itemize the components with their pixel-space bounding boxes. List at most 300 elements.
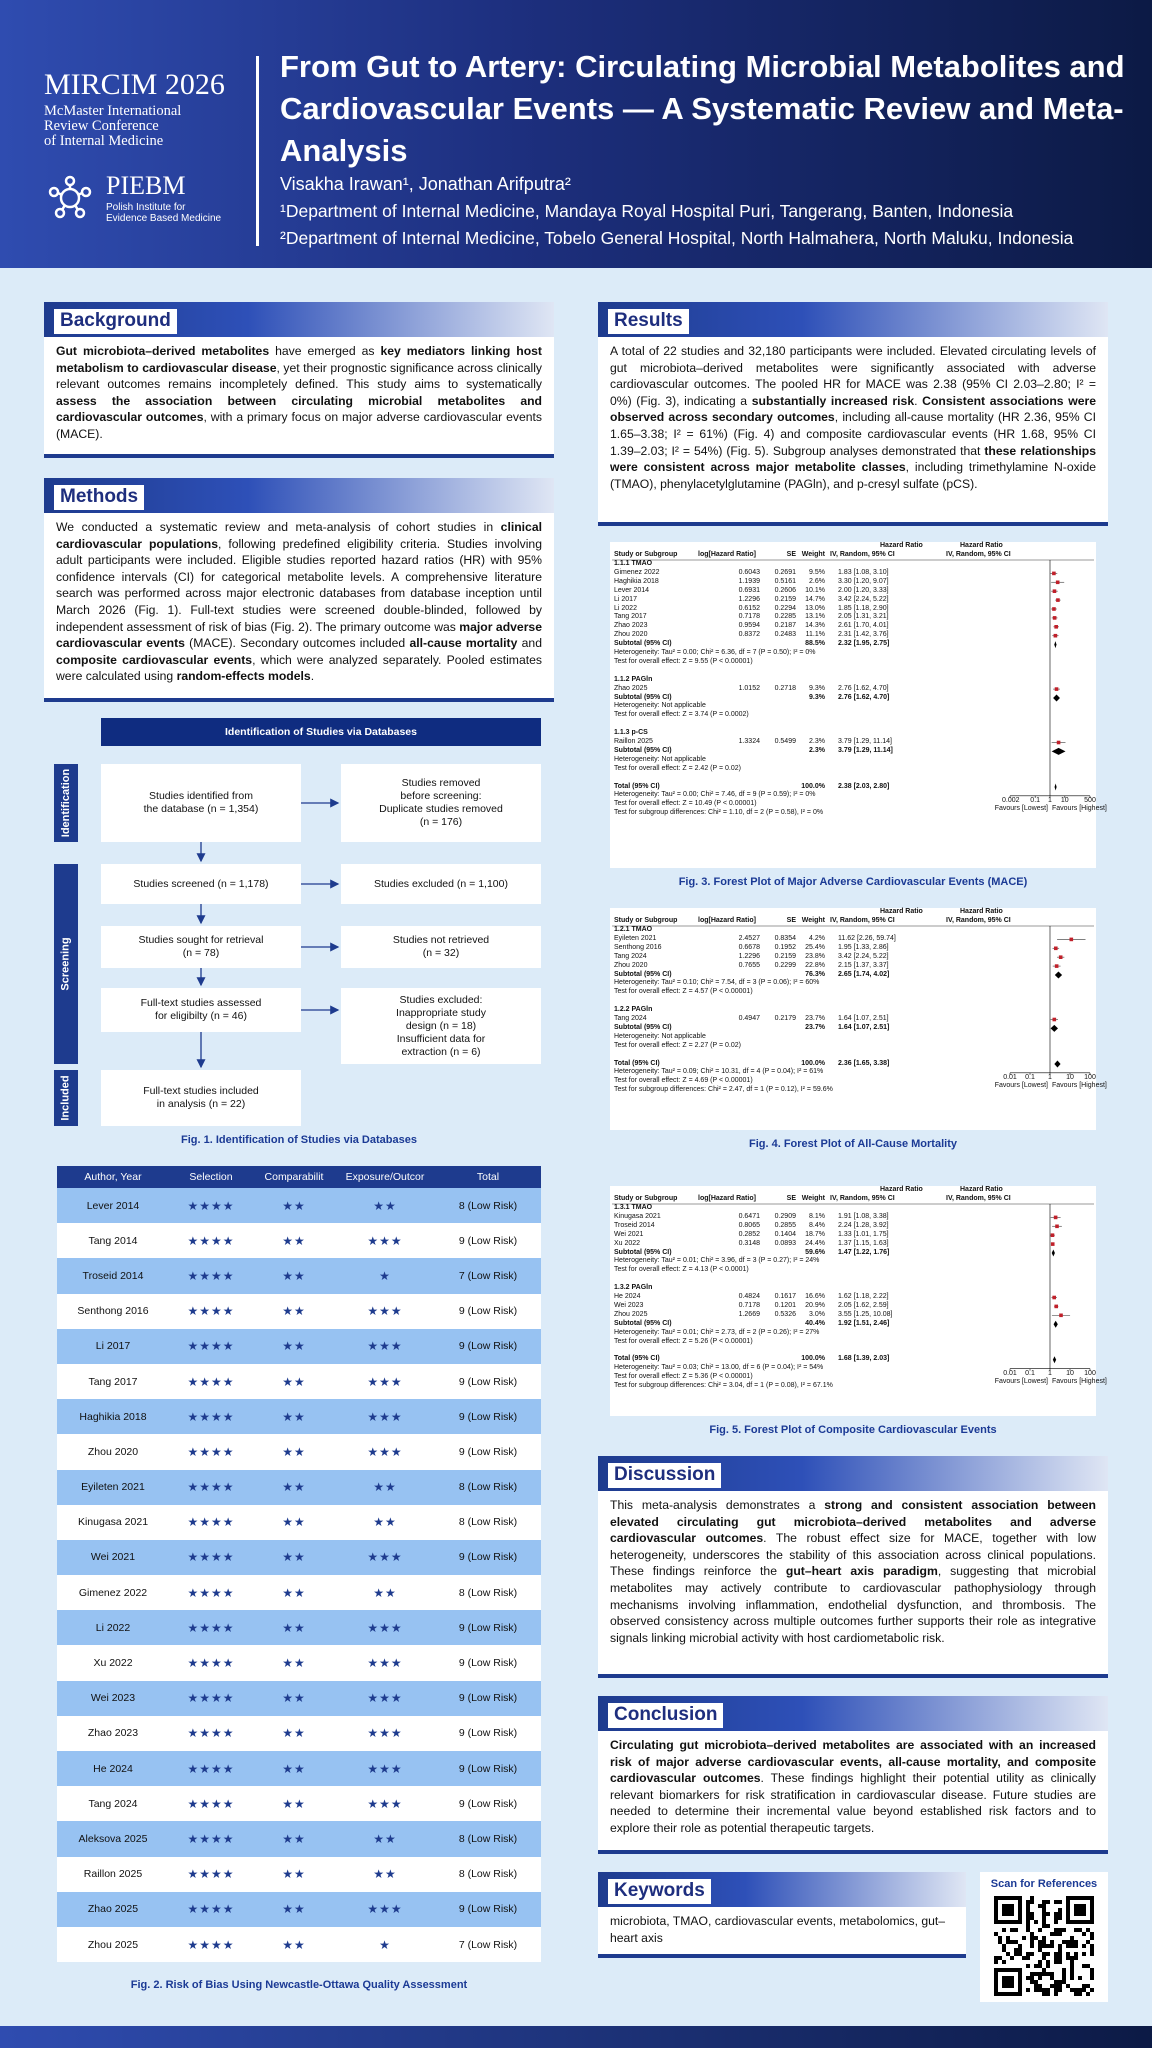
qr-panel (980, 1872, 1108, 2002)
row-weight: 100.0% (801, 1355, 825, 1363)
background-heading: Background (54, 309, 177, 334)
row-weight: 2.6% (809, 577, 825, 585)
cell-total: 9 (Low Risk) (458, 1234, 518, 1247)
row-label-study: Kinugasa 2021 (614, 1212, 661, 1220)
col-exposure-outcome: Exposure/Outcor (345, 1171, 425, 1183)
row-label-study: Tang 2024 (614, 1015, 647, 1022)
row-ci: 2.15 [1.37, 3.37] (838, 961, 889, 969)
cell-selection: ★★★★ (187, 1867, 235, 1882)
conference-subtitle-3: of Internal Medicine (44, 133, 164, 149)
point-estimate (1054, 947, 1058, 951)
cell-total: 9 (Low Risk) (458, 1657, 518, 1670)
row-weight: 59.6% (805, 1248, 825, 1256)
x-tick-label: 100 (1084, 1369, 1096, 1377)
header-iv-random-plot: IV, Random, 95% CI (946, 1195, 1011, 1202)
fig4-caption: Fig. 4. Forest Plot of All-Cause Mortality (748, 1138, 957, 1150)
row-label-note: Test for overall effect: Z = 9.55 (P < 0.00001) (614, 657, 753, 665)
cell-exposure-outcome: ★★★ (367, 1550, 403, 1565)
row-log-hr: 0.6678 (738, 943, 760, 951)
table-row (57, 1857, 541, 1892)
row-log-hr: 1.0152 (738, 684, 760, 692)
row-label-study: Zhao 2023 (614, 622, 648, 630)
row-label-note: Test for overall effect: Z = 10.49 (P < 0.00001) (614, 800, 757, 808)
point-estimate (1054, 1216, 1058, 1220)
cell-comparability: ★★ (282, 1726, 306, 1741)
mircim-logo (44, 70, 225, 149)
cell-comparability: ★★ (282, 1550, 306, 1565)
row-ci: 3.42 [2.24, 5.22] (838, 952, 889, 960)
row-label-study: Wei 2021 (614, 1230, 644, 1238)
x-tick-label: 0.01 (1003, 1369, 1017, 1377)
cell-total: 9 (Low Risk) (458, 1375, 518, 1388)
cell-comparability: ★★ (282, 1902, 306, 1917)
row-log-hr: 0.2852 (738, 1230, 760, 1238)
header-log-hr: log[Hazard Ratio] (698, 551, 756, 558)
row-log-hr: 0.4947 (738, 1015, 760, 1022)
cell-selection: ★★★★ (187, 1902, 235, 1917)
row-label-subtotal: Subtotal (95% CI) (614, 693, 672, 701)
row-ci: 2.61 [1.70, 4.01] (838, 622, 889, 630)
row-weight: 24.4% (805, 1239, 825, 1247)
point-estimate (1052, 1018, 1056, 1022)
cell-author-year: Zhou 2025 (87, 1938, 139, 1951)
conference-name: MIRCIM 2026 (44, 68, 225, 101)
row-se: 0.2718 (774, 684, 796, 692)
authors: Visakha Irawan¹, Jonathan Arifputra² (280, 174, 571, 194)
row-label-study: Tang 2024 (614, 952, 647, 960)
table-row (57, 1258, 541, 1293)
table-row (57, 1505, 541, 1540)
point-estimate (1057, 741, 1061, 745)
header-log-hr: log[Hazard Ratio] (698, 917, 756, 924)
row-label-note: Test for overall effect: Z = 5.36 (P < 0.00001) (614, 1373, 753, 1381)
row-ci: 2.31 [1.42, 3.76] (838, 631, 889, 639)
cell-selection: ★★★★ (187, 1585, 235, 1600)
x-tick-label: 500 (1084, 796, 1096, 804)
background-section (44, 302, 554, 458)
row-log-hr: 0.6471 (738, 1212, 760, 1220)
header-weight: Weight (801, 1195, 825, 1202)
header-iv-random-plot: IV, Random, 95% CI (946, 551, 1011, 558)
header-hazard-ratio: Hazard Ratio (880, 1186, 923, 1193)
row-label-study: Gimenez 2022 (614, 568, 660, 576)
row-weight: 22.8% (805, 961, 825, 969)
row-weight: 25.4% (805, 943, 825, 951)
piebm-logo (44, 172, 221, 224)
row-weight: 14.7% (805, 595, 825, 603)
cell-selection: ★★★★ (187, 1620, 235, 1635)
row-label-study: Zhao 2025 (614, 684, 648, 692)
point-estimate (1054, 1305, 1058, 1309)
x-tick-label: 0.01 (1003, 1073, 1017, 1081)
cell-comparability: ★★ (282, 1620, 306, 1635)
cell-author-year: Senthong 2016 (77, 1305, 149, 1318)
prisma-arrows (44, 718, 544, 1140)
risk-of-bias-table (57, 1166, 541, 1962)
table-row (57, 1223, 541, 1258)
row-weight: 100.0% (801, 1059, 825, 1067)
table-row (57, 1751, 541, 1786)
prisma-identified-box: Studies identified from the database (n = 1,354) (101, 764, 301, 842)
row-se: 0.2299 (774, 961, 796, 969)
institute-subtitle-2: Evidence Based Medicine (106, 212, 222, 224)
cell-comparability: ★★ (282, 1761, 306, 1776)
pooled-diamond (1054, 1321, 1058, 1328)
cell-selection: ★★★★ (187, 1444, 235, 1459)
cell-comparability: ★★ (282, 1515, 306, 1530)
prisma-removed-box: Studies removed before screening: Duplicate studies removed (n = 176) (341, 764, 541, 842)
conference-subtitle-2: Review Conference (44, 118, 159, 134)
header-hazard-ratio-plot: Hazard Ratio (960, 542, 1003, 549)
row-log-hr: 0.9594 (738, 622, 760, 630)
cell-author-year: Kinugasa 2021 (77, 1516, 149, 1529)
row-se: 0.1617 (774, 1293, 796, 1300)
x-tick-label: 1 (1048, 796, 1052, 804)
pooled-diamond (1053, 695, 1060, 702)
conclusion-heading: Conclusion (608, 1703, 723, 1728)
row-label-group: 1.1.3 p-CS (614, 729, 648, 737)
fig3-caption: Fig. 3. Forest Plot of Major Adverse Cardiovascular Events (MACE) (678, 876, 1028, 888)
fig1-caption: Fig. 1. Identification of Studies via Databases (181, 1134, 417, 1146)
row-se: 0.0893 (774, 1239, 796, 1247)
cell-exposure-outcome: ★★★ (367, 1656, 403, 1671)
x-tick-label: 0.002 (1002, 796, 1020, 804)
cell-comparability: ★★ (282, 1339, 306, 1354)
cell-author-year: Tang 2017 (88, 1375, 138, 1388)
cell-comparability: ★★ (282, 1867, 306, 1882)
header-se: SE (786, 551, 796, 558)
row-weight: 3.0% (809, 1310, 825, 1318)
x-tick-label: 1 (1048, 1073, 1052, 1081)
cell-author-year: Aleksova 2025 (78, 1832, 148, 1845)
cell-exposure-outcome: ★★ (373, 1480, 397, 1495)
row-ci: 1.83 [1.08, 3.10] (838, 568, 889, 576)
row-ci: 2.32 [1.95, 2.75] (838, 640, 890, 648)
prisma-fulltext-excluded-box: Studies excluded: Inappropriate study design (n = 18) Insufficient data for extraction (n = 6) (341, 988, 541, 1064)
x-tick-label: 10 (1066, 1369, 1074, 1377)
cell-comparability: ★★ (282, 1304, 306, 1319)
row-label-note: Heterogeneity: Tau² = 0.09; Chi² = 10.31, df = 4 (P = 0.04); I² = 61% (614, 1068, 824, 1076)
pooled-diamond (1052, 1250, 1055, 1257)
header-study: Study or Subgroup (614, 917, 678, 924)
row-label-group: 1.1.1 TMAO (614, 560, 653, 567)
cell-selection: ★★★★ (187, 1339, 235, 1354)
row-weight: 4.2% (809, 934, 825, 942)
cell-total: 9 (Low Risk) (458, 1903, 518, 1916)
row-ci: 1.33 [1.01, 1.75] (838, 1230, 889, 1238)
row-label-total: Total (95% CI) (614, 1059, 660, 1067)
row-label-note: Heterogeneity: Not applicable (614, 755, 706, 763)
favours-highest-label: Favours [Highest] (1052, 1377, 1107, 1385)
row-weight: 2.3% (809, 746, 825, 754)
point-estimate (1052, 1296, 1056, 1300)
row-label-note: Test for overall effect: Z = 4.69 (P < 0.00001) (614, 1077, 753, 1085)
cell-exposure-outcome: ★★★ (367, 1444, 403, 1459)
row-se: 0.2909 (774, 1212, 796, 1220)
cell-total: 9 (Low Risk) (458, 1762, 518, 1775)
cell-exposure-outcome: ★★★ (367, 1304, 403, 1319)
qr-code-icon[interactable] (994, 1896, 1094, 1996)
row-weight: 10.1% (805, 586, 825, 594)
row-ci: 2.76 [1.62, 4.70] (838, 684, 889, 692)
header-log-hr: log[Hazard Ratio] (698, 1195, 756, 1202)
discussion-text: This meta-analysis demonstrates a strong and consistent association between elevated circulating gut microbiota–derived metabolites and adverse cardiovascular outcomes. The robust effect size for MACE, together with low heterogeneity, underscores the stability of this association across clinical populations. These findings reinforce the gut–heart axis paradigm, suggesting that microbial metabolites may actively contribute to cardiovascular pathophysiology through mechanisms involving inflammation, endothelial dysfunction, and thrombosis. The observed consistency across multiple outcomes further supports their role as integrative signals linking microbial activity with host cardiometabolic risk. (610, 1498, 1096, 1645)
row-se: 0.2294 (774, 604, 796, 612)
row-label-note: Test for overall effect: Z = 2.27 (P = 0.02) (614, 1041, 741, 1049)
conclusion-text: Circulating gut microbiota–derived metabolites are associated with an increased risk of major adverse cardiovascular events, all-cause mortality, and composite cardiovascular outcomes. These findings highlight their potential utility as clinically relevant biomarkers for risk stratification in cardiovascular disease. Future studies are needed to determine their incremental value beyond established risk factors and to explore their role as potential therapeutic targets. (610, 1738, 1096, 1835)
row-se: 0.2159 (774, 595, 796, 603)
cell-exposure-outcome: ★★ (373, 1831, 397, 1846)
cell-comparability: ★★ (282, 1268, 306, 1283)
cell-selection: ★★★★ (187, 1831, 235, 1846)
cell-total: 8 (Low Risk) (458, 1516, 518, 1529)
fig5-caption: Fig. 5. Forest Plot of Composite Cardiovascular Events (709, 1424, 997, 1436)
row-log-hr: 0.4824 (738, 1293, 760, 1300)
cell-selection: ★★★★ (187, 1233, 235, 1248)
row-label-study: Zhou 2025 (614, 1310, 648, 1318)
cell-total: 7 (Low Risk) (458, 1269, 518, 1282)
row-weight: 23.7% (805, 1023, 825, 1031)
header-hazard-ratio: Hazard Ratio (880, 908, 923, 915)
header-iv-random: IV, Random, 95% CI (830, 1195, 895, 1202)
header-weight: Weight (801, 917, 825, 924)
row-se: 0.2691 (774, 568, 796, 576)
row-weight: 88.5% (805, 640, 825, 648)
cell-author-year: Lever 2014 (86, 1199, 140, 1212)
table-row (57, 1575, 541, 1610)
row-label-group: 1.2.1 TMAO (614, 926, 653, 933)
forest-plot-composite (610, 1186, 1107, 1416)
row-label-subtotal: Subtotal (95% CI) (614, 970, 672, 978)
row-label-note: Heterogeneity: Not applicable (614, 1032, 706, 1040)
col-selection: Selection (189, 1171, 233, 1183)
row-ci: 1.47 [1.22, 1.76] (838, 1248, 890, 1256)
row-ci: 1.64 [1.07, 2.51] (838, 1023, 890, 1031)
cell-comparability: ★★ (282, 1374, 306, 1389)
cell-author-year: Li 2022 (95, 1621, 131, 1634)
favours-highest-label: Favours [Highest] (1052, 1081, 1107, 1089)
row-log-hr: 1.1939 (738, 577, 760, 585)
row-ci: 3.79 [1.29, 11.14] (838, 738, 892, 745)
forest-plot-mace (610, 542, 1107, 868)
cell-selection: ★★★★ (187, 1550, 235, 1565)
table-row (57, 1610, 541, 1645)
row-se: 0.2179 (774, 1015, 796, 1022)
cell-total: 9 (Low Risk) (458, 1692, 518, 1705)
cell-exposure-outcome: ★★ (373, 1867, 397, 1882)
cell-author-year: Wei 2023 (90, 1692, 136, 1705)
row-label-note: Test for overall effect: Z = 4.57 (P < 0.00001) (614, 988, 753, 996)
row-label-study: Li 2017 (614, 595, 637, 603)
row-weight: 16.6% (805, 1293, 825, 1300)
header-iv-random: IV, Random, 95% CI (830, 551, 895, 558)
row-log-hr: 0.8065 (738, 1221, 760, 1229)
row-weight: 8.1% (809, 1212, 825, 1220)
cell-author-year: Gimenez 2022 (78, 1586, 148, 1599)
row-weight: 8.4% (809, 1221, 825, 1229)
point-estimate (1053, 589, 1057, 593)
table-row (57, 1329, 541, 1364)
prisma-screened-box: Studies screened (n = 1,178) (101, 864, 301, 904)
cell-exposure-outcome: ★★ (373, 1515, 397, 1530)
row-weight: 9.5% (809, 568, 825, 576)
row-label-group: 1.3.1 TMAO (614, 1204, 653, 1211)
col-author-year: Author, Year (84, 1171, 142, 1183)
row-weight: 13.0% (805, 604, 825, 612)
cell-exposure-outcome: ★★★ (367, 1761, 403, 1776)
row-log-hr: 0.6931 (738, 586, 760, 594)
row-label-note: Heterogeneity: Tau² = 0.10; Chi² = 7.54, df = 3 (P = 0.06); I² = 60% (614, 979, 820, 987)
row-label-note: Test for overall effect: Z = 3.74 (P = 0.0002) (614, 711, 749, 719)
cell-selection: ★★★★ (187, 1480, 235, 1495)
cell-total: 8 (Low Risk) (458, 1481, 518, 1494)
cell-selection: ★★★★ (187, 1515, 235, 1530)
row-ci: 1.68 [1.39, 2.03] (838, 1355, 890, 1363)
row-weight: 9.3% (809, 693, 825, 701)
row-label-total: Total (95% CI) (614, 782, 660, 790)
row-se: 0.8354 (774, 934, 796, 942)
x-tick-label: 0.1 (1025, 1369, 1035, 1377)
row-se: 0.2606 (774, 586, 796, 594)
row-log-hr: 0.3148 (738, 1239, 760, 1247)
row-ci: 1.62 [1.18, 2.22] (838, 1293, 889, 1300)
conference-subtitle-1: McMaster International (44, 103, 182, 119)
row-label-note: Test for overall effect: Z = 5.26 (P < 0.00001) (614, 1337, 753, 1345)
row-se: 0.1201 (774, 1301, 796, 1309)
row-ci: 2.76 [1.62, 4.70] (838, 693, 890, 701)
row-label-study: Troseid 2014 (614, 1221, 655, 1229)
cell-selection: ★★★★ (187, 1374, 235, 1389)
col-comparability: Comparabilit (264, 1171, 324, 1183)
row-label-note: Heterogeneity: Tau² = 0.01; Chi² = 3.96, df = 3 (P = 0.27); I² = 24% (614, 1257, 820, 1265)
table-row (57, 1399, 541, 1434)
cell-selection: ★★★★ (187, 1656, 235, 1671)
cell-author-year: Li 2017 (95, 1340, 131, 1353)
row-ci: 3.79 [1.29, 11.14] (838, 746, 893, 754)
institute-subtitle-1: Polish Institute for (106, 201, 186, 213)
cell-total: 8 (Low Risk) (458, 1832, 518, 1845)
row-label-study: Senthong 2016 (614, 943, 662, 951)
poster-footer (0, 2026, 1152, 2048)
cell-total: 9 (Low Risk) (458, 1797, 518, 1810)
favours-highest-label: Favours [Highest] (1052, 804, 1107, 812)
discussion-section (598, 1456, 1108, 1678)
table-row (57, 1645, 541, 1680)
row-se: 0.2285 (774, 613, 796, 621)
row-label-note: Test for overall effect: Z = 4.13 (P < 0.0001) (614, 1266, 749, 1274)
cell-total: 9 (Low Risk) (458, 1305, 518, 1318)
conclusion-section (598, 1696, 1108, 1854)
row-label-study: Tang 2017 (614, 613, 647, 621)
point-estimate (1051, 1233, 1055, 1237)
row-label-subtotal: Subtotal (95% CI) (614, 640, 672, 648)
pooled-diamond (1054, 1061, 1060, 1068)
cell-total: 8 (Low Risk) (458, 1199, 518, 1212)
row-ci: 1.95 [1.33, 2.86] (838, 943, 889, 951)
prisma-retrieval-box: Studies sought for retrieval (n = 78) (101, 926, 301, 968)
header-hazard-ratio: Hazard Ratio (880, 542, 923, 549)
poster-header (0, 0, 1152, 268)
row-label-study: Zhou 2020 (614, 961, 648, 969)
row-ci: 3.42 [2.24, 5.22] (838, 595, 889, 603)
row-se: 0.1404 (774, 1230, 796, 1238)
row-log-hr: 1.2296 (738, 595, 760, 603)
qr-label: Scan for References (990, 1878, 1098, 1890)
cell-selection: ★★★★ (187, 1796, 235, 1811)
row-weight: 9.3% (809, 684, 825, 692)
row-weight: 23.7% (805, 1015, 825, 1022)
prisma-side-screening: Screening (54, 864, 78, 1064)
prisma-not-retrieved-box: Studies not retrieved (n = 32) (341, 926, 541, 968)
col-total: Total (476, 1171, 500, 1183)
pooled-diamond (1055, 972, 1062, 979)
cell-selection: ★★★★ (187, 1937, 235, 1952)
methods-section (44, 478, 554, 702)
cell-selection: ★★★★ (187, 1761, 235, 1776)
row-ci: 1.64 [1.07, 2.51] (838, 1015, 889, 1022)
table-row (57, 1821, 541, 1856)
x-tick-label: 10 (1066, 1073, 1074, 1081)
row-weight: 23.8% (805, 952, 825, 960)
affiliation-1: ¹Department of Internal Medicine, Mandaya Royal Hospital Puri, Tangerang, Banten, Indonesia (280, 201, 1014, 221)
results-heading: Results (608, 309, 689, 334)
favours-lowest-label: Favours [Lowest] (994, 804, 1048, 812)
header-study: Study or Subgroup (614, 1195, 678, 1202)
prisma-side-included: Included (54, 1070, 78, 1126)
header-weight: Weight (801, 551, 825, 558)
point-estimate (1051, 1242, 1055, 1246)
row-label-note: Test for subgroup differences: Chi² = 3.04, df = 1 (P = 0.08), I² = 67.1% (614, 1382, 833, 1389)
row-ci: 3.30 [1.20, 9.07] (838, 577, 889, 585)
x-tick-label: 10 (1060, 796, 1069, 804)
x-tick-label: 1 (1048, 1369, 1052, 1377)
x-tick-label: 0.1 (1030, 796, 1041, 804)
favours-lowest-label: Favours [Lowest] (994, 1377, 1048, 1385)
table-row (57, 1681, 541, 1716)
background-text: Gut microbiota–derived metabolites have emerged as key mediators linking host metabolism to cardiovascular disease, yet their prognostic significance across clinically relevant outcomes remains incompletely defined. This study aims to systematically assess the association between circulating microbial metabolites and cardiovascular outcomes, with a primary focus on major adverse cardiovascular events (MACE). (56, 344, 542, 441)
row-label-group: 1.3.2 PAGln (614, 1284, 653, 1292)
prisma-included-box: Full-text studies included in analysis (n = 22) (101, 1070, 301, 1126)
cell-author-year: He 2024 (93, 1762, 133, 1775)
cell-selection: ★★★★ (187, 1304, 235, 1319)
row-weight: 11.1% (805, 631, 825, 639)
row-weight: 40.4% (805, 1319, 825, 1327)
row-log-hr: 0.8372 (738, 631, 760, 639)
cell-author-year: Wei 2021 (90, 1551, 136, 1564)
cell-total: 8 (Low Risk) (458, 1586, 518, 1599)
row-weight: 13.1% (805, 613, 825, 621)
row-label-study: Xu 2022 (614, 1239, 641, 1247)
table-row (57, 1470, 541, 1505)
row-log-hr: 0.6152 (738, 604, 760, 612)
pooled-diamond (1055, 784, 1057, 791)
cell-total: 9 (Low Risk) (458, 1410, 518, 1423)
cell-comparability: ★★ (282, 1233, 306, 1248)
pooled-diamond (1051, 1025, 1058, 1032)
row-weight: 20.9% (805, 1301, 825, 1309)
cell-comparability: ★★ (282, 1585, 306, 1600)
table-row (57, 1188, 541, 1223)
results-text: A total of 22 studies and 32,180 participants were included. Elevated circulating levels of gut microbiota–derived metabolites were significantly associated with adverse cardiovascular outcomes. The pooled HR for MACE was 2.38 (95% CI 2.03–2.80; I² = 0%) (Fig. 3), indicating a substantially increased risk. Consistent associations were observed across secondary outcomes, including all-cause mortality (HR 2.36, 95% CI 1.65–3.38; I² = 61%) (Fig. 4) and composite cardiovascular events (HR 1.68, 95% CI 1.39–2.03; I² = 54%) (Fig. 5). Subgroup analyses demonstrated that these relationships were consistent across major metabolite classes, including trimethylamine N-oxide (TMAO), phenylacetylglutamine (PAGln), and p-cresyl sulfate (pCS). (610, 344, 1096, 491)
cell-selection: ★★★★ (187, 1691, 235, 1706)
row-label-note: Test for subgroup differences: Chi² = 1.10, df = 2 (P = 0.58), I² = 0% (614, 809, 824, 817)
cell-comparability: ★★ (282, 1480, 306, 1495)
row-ci: 3.55 [1.25, 10.08] (838, 1310, 893, 1318)
cell-total: 9 (Low Risk) (458, 1551, 518, 1564)
row-label-study: Wei 2023 (614, 1301, 644, 1309)
row-label-note: Heterogeneity: Tau² = 0.00; Chi² = 7.46, df = 9 (P = 0.59); I² = 0% (614, 791, 816, 799)
point-estimate (1054, 625, 1058, 629)
